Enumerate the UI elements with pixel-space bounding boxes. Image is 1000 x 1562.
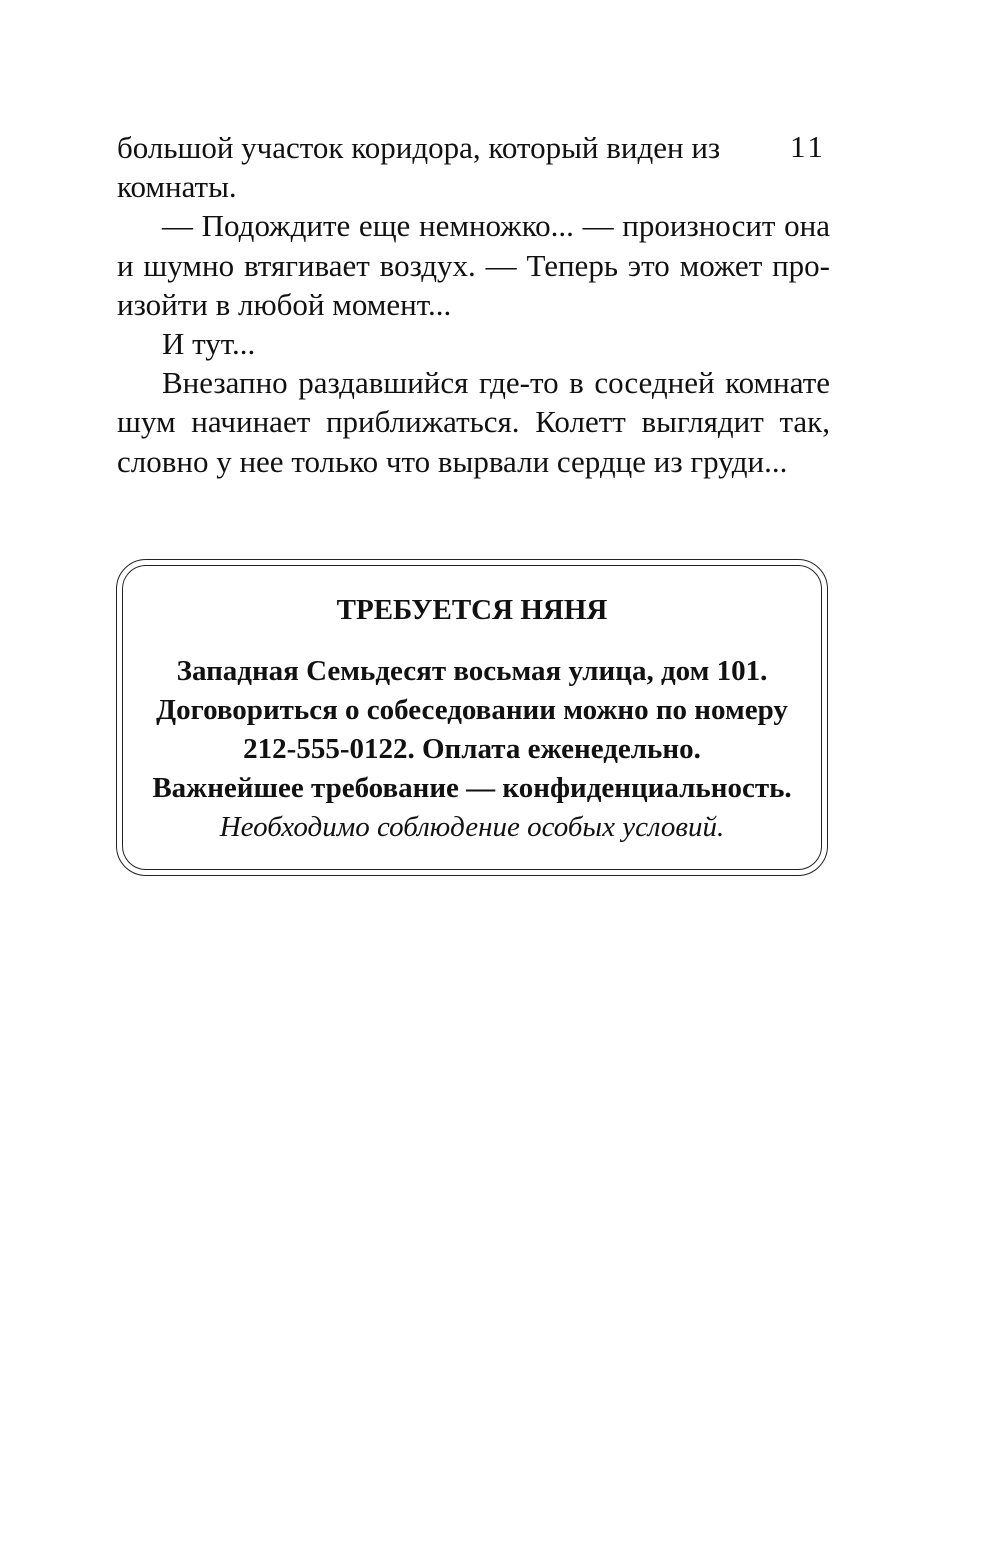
ad-title: ТРЕБУЕТСЯ НЯНЯ bbox=[336, 594, 608, 626]
ad-line: Договориться о собеседовании можно по номеру bbox=[156, 694, 788, 726]
body-text bbox=[117, 128, 830, 481]
page-number: 11 bbox=[790, 129, 826, 164]
paragraph: И тут... bbox=[162, 326, 256, 362]
paragraph: Внезапно раздавшийся где-то в соседней комнате шум начинает приближаться. Колетт выглядит так, словно у нее только что вырвали сердце из груди... bbox=[117, 365, 830, 479]
ad-line: Важнейшее требование — конфиденциальность. bbox=[152, 772, 792, 804]
ad-line: 212-555-0122. Оплата еженедельно. bbox=[243, 733, 701, 765]
ad-line: Западная Семьдесят восьмая улица, дом 101. bbox=[176, 655, 768, 687]
paragraph: — Подождите еще немножко... — произносит она и шумно втягивает воздух. — Теперь это может произойти в любой момент... bbox=[117, 208, 830, 322]
paragraph: большой участок коридора, который виден из комнаты. bbox=[117, 130, 721, 205]
ad-box bbox=[122, 590, 822, 847]
ad-italic-line: Необходимо соблюдение особых условий. bbox=[219, 811, 725, 843]
